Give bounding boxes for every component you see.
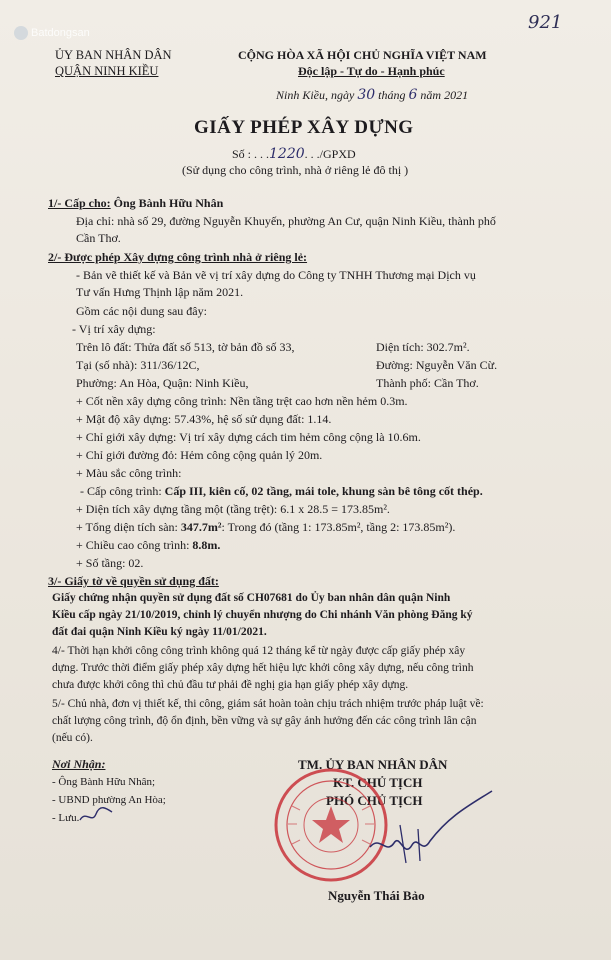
section2-heading: 2/- Được phép Xây dựng công trình nhà ở riêng lẻ: [48,250,308,264]
item-density: + Mật độ xây dựng: 57.43%, hệ số sử dụng đất: 1.14. [76,412,332,426]
section3-line3: đất đai quận Ninh Kiều ký ngày 11/01/2021. [52,626,267,638]
section1-heading: 1/- Cấp cho: Ông Bành Hữu Nhân [48,196,224,210]
section2-line4: - Vị trí xây dựng: [72,322,156,336]
item-redline: + Chỉ giới đường đỏ: Hẻm công cộng quản lý 20m. [76,448,323,462]
item-setback: + Chỉ giới xây dựng: Vị trí xây dựng cách tim hẻm công cộng là 10.6m. [76,430,421,444]
section4-line1: 4/- Thời hạn khởi công công trình không quá 12 tháng kể từ ngày được cấp giấy phép xây [52,645,466,657]
area-info: Diện tích: 302.7m². [376,340,470,354]
section5-line1: 5/- Chủ nhà, đơn vị thiết kế, thi công, giám sát hoàn toàn chịu trách nhiệm trước pháp luật về: [52,698,484,710]
recipient-item: - Ông Bành Hữu Nhân; [52,776,156,788]
page-title: GIẤY PHÉP XÂY DỰNG [194,117,414,138]
handwritten-signature-icon [360,785,500,895]
item-height: + Chiều cao công trình: 8.8m. [76,538,221,552]
signer-name: Nguyễn Thái Bảo [328,888,425,903]
header-right-line1: CỘNG HÒA XÃ HỘI CHỦ NGHĨA VIỆT NAM [238,48,487,62]
date-line: Ninh Kiều, ngày 30 tháng 6 năm 2021 [276,87,469,103]
city-info: Thành phố: Cần Thơ. [376,376,479,390]
section2-line2: Tư vấn Hưng Thịnh lập năm 2021. [76,285,244,299]
section2-line1: - Bản vẽ thiết kế và Bản vẽ vị trí xây dựng do Công ty TNHH Thương mại Dịch vụ [76,268,476,282]
watermark-text: Batdongsan [31,27,90,39]
subtitle: (Sử dụng cho công trình, nhà ở riêng lẻ đô thị ) [182,163,409,177]
permit-number: Số : . . .1220. . ./GPXD [232,146,356,162]
section1-address1: Địa chỉ: nhà số 29, đường Nguyễn Khuyến, phường An Cư, quận Ninh Kiều, thành phố [76,214,496,228]
section5-line3: (nếu có). [52,732,93,744]
ward-info: Phường: An Hòa, Quận: Ninh Kiều, [76,376,249,390]
signature-role2: PHÓ CHỦ TỊCH [326,793,423,808]
lot-info: Trên lô đất: Thửa đất số 513, tờ bản đồ số 33, [76,340,295,354]
header-right-line2: Độc lập - Tự do - Hạnh phúc [298,64,445,78]
header-left-line2: QUẬN NINH KIỀU [55,64,159,78]
header-left-line1: ỦY BAN NHÂN DÂN [55,48,172,62]
date-day: 30 [357,87,376,103]
house-number: Tại (số nhà): 311/36/12C, [76,358,200,372]
item-floor-area: + Tổng diện tích sàn: 347.7m²: Trong đó (tầng 1: 173.85m², tầng 2: 173.85m²). [76,520,456,534]
signature-role1: KT. CHỦ TỊCH [333,775,423,790]
handwritten-number: 921 [528,12,563,33]
item-floors: + Số tầng: 02. [76,556,144,570]
item-ground-area: + Diện tích xây dựng tầng một (tầng trệt): 6.1 x 28.5 = 173.85m². [76,502,390,516]
section4-line2: dựng. Trước thời điểm giấy phép xây dựng hết hiệu lực khởi công xây dựng, nếu công trình [52,662,474,674]
signature-org: TM. ỦY BAN NHÂN DÂN [298,757,448,772]
section5-line2: chất lượng công trình, độ ổn định, bền vững và sự gây ảnh hưởng đến các công trình lân cận [52,715,477,727]
initial-scribble-icon [78,804,114,826]
section3-line1: Giấy chứng nhận quyền sử dụng đất số CH07681 do Ủy ban nhân dân quận Ninh [52,592,451,604]
section2-line3: Gồm các nội dung sau đây: [76,304,207,318]
item-color: + Màu sắc công trình: [76,466,182,480]
watermark-logo-icon [14,26,28,40]
section4-line3: chưa được khởi công thì chủ đầu tư phải đề nghị gia hạn giấy phép xây dựng. [52,679,409,691]
watermark [14,26,90,40]
item-foundation: + Cốt nền xây dựng công trình: Nền tầng trệt cao hơn nền hẻm 0.3m. [76,394,408,408]
section3-line2: Kiều cấp ngày 21/10/2019, chỉnh lý chuyển nhượng do Chi nhánh Văn phòng Đăng ký [52,609,473,621]
date-month: 6 [408,87,418,103]
section3-heading: 3/- Giấy tờ về quyền sử dụng đất: [48,574,219,588]
section1-address2: Cần Thơ. [76,231,121,245]
recipients-title: Nơi Nhận: [52,757,106,771]
recipient-item: - UBND phường An Hòa; [52,794,166,806]
recipient-item: - Lưu. [52,812,80,824]
item-grade: - Cấp công trình: Cấp III, kiên cố, 02 tầng, mái tole, khung sàn bê tông cốt thép. [80,484,483,498]
street-info: Đường: Nguyễn Văn Cừ. [376,358,498,372]
